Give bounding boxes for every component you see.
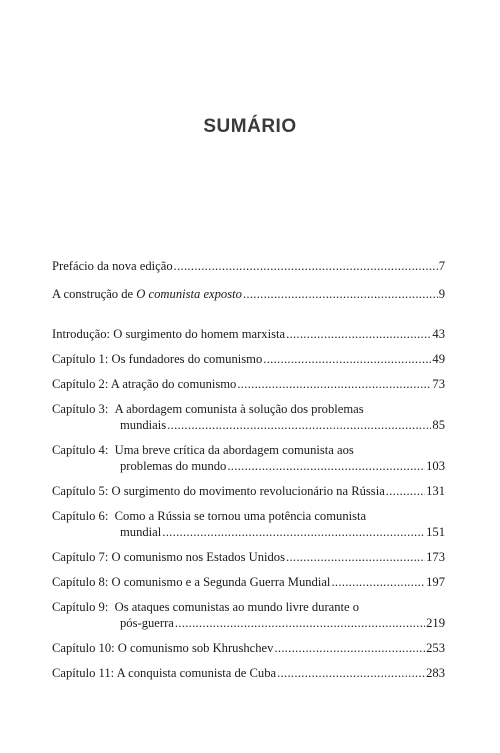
toc-entry-line2: [52, 615, 445, 631]
leader-dots: [263, 351, 431, 367]
toc-entry-label: [52, 483, 385, 499]
leader-dots: [243, 286, 438, 302]
toc-entry-chapter-1[interactable]: [52, 351, 445, 367]
chapter-title-continued: pós-guerra: [120, 616, 174, 630]
leader-dots: [286, 326, 431, 342]
page-title: SUMÁRIO: [203, 116, 297, 137]
chapter-title: Os ataques comunistas ao mundo livre durante o: [114, 600, 360, 614]
toc-entry-page: 103: [426, 459, 445, 473]
chapter-title: O comunismo e a Segunda Guerra Mundial: [111, 575, 331, 589]
toc-entry-chapter-6[interactable]: [52, 508, 445, 540]
leader-dots: [174, 258, 438, 274]
toc-entry-chapter-7[interactable]: [52, 549, 445, 565]
toc-entry-label: [52, 640, 273, 656]
chapter-title: O comunismo nos Estados Unidos: [111, 550, 285, 564]
toc-entry-chapter-8[interactable]: [52, 574, 445, 590]
chapter-title: A abordagem comunista à solução dos problemas: [114, 402, 364, 416]
toc-entry-line2: [52, 458, 445, 474]
toc-entry-page: 9: [438, 287, 445, 301]
chapter-title: O comunismo sob Khrushchev: [117, 641, 274, 655]
toc-entry-label: [52, 351, 262, 367]
toc-entry-chapter-10[interactable]: [52, 640, 445, 656]
leader-dots: [331, 574, 425, 590]
leader-dots: [167, 417, 431, 433]
chapter-prefix: Capítulo 4:: [52, 443, 109, 457]
toc-entry-line1: [52, 401, 445, 417]
chapter-title: A atração do comunismo: [110, 377, 237, 391]
toc-entry-introduction[interactable]: [52, 326, 445, 342]
chapter-prefix: Capítulo 11:: [52, 666, 115, 680]
chapter-prefix: Capítulo 8:: [52, 575, 109, 589]
toc-entry-chapter-11[interactable]: [52, 665, 445, 681]
toc-entry-page: 43: [432, 327, 445, 341]
toc-entry-chapter-5[interactable]: [52, 483, 445, 499]
toc-entry-chapter-2[interactable]: [52, 376, 445, 392]
leader-dots: [274, 640, 425, 656]
toc-entry-preface[interactable]: [52, 258, 445, 274]
leader-dots: [162, 524, 425, 540]
chapter-title: A conquista comunista de Cuba: [116, 666, 277, 680]
chapter-prefix: Capítulo 3:: [52, 402, 109, 416]
chapter-prefix: Capítulo 6:: [52, 509, 109, 523]
leader-dots: [277, 665, 425, 681]
chapter-title-continued: mundial: [120, 525, 162, 539]
chapter-prefix: Capítulo 5:: [52, 484, 109, 498]
toc-entry-chapter-4[interactable]: [52, 442, 445, 474]
toc-entry-page: 151: [426, 525, 445, 539]
toc-entry-label: [52, 574, 330, 590]
leader-dots: [386, 483, 425, 499]
toc-entry-page: 219: [426, 616, 445, 630]
table-of-contents: [52, 258, 445, 681]
leader-dots: [227, 458, 425, 474]
chapter-title: Uma breve crítica da abordagem comunista aos: [114, 443, 354, 457]
toc-entry-page: 85: [432, 418, 445, 432]
toc-entry-label: Introdução: O surgimento do homem marxista: [52, 327, 286, 341]
toc-entry-page: 253: [426, 641, 445, 655]
chapter-prefix: Capítulo 7:: [52, 550, 109, 564]
toc-entry-line1: [52, 508, 445, 524]
toc-entry-label: [52, 549, 285, 565]
toc-entry-label: Prefácio da nova edição: [52, 259, 173, 273]
book-title-italic: O comunista exposto: [136, 287, 242, 301]
leader-dots: [175, 615, 425, 631]
chapter-prefix: Capítulo 2:: [52, 377, 109, 391]
leader-dots: [237, 376, 431, 392]
toc-entry-page: 197: [426, 575, 445, 589]
toc-entry-line1: [52, 599, 445, 615]
toc-entry-page: 173: [426, 550, 445, 564]
toc-entry-chapter-9[interactable]: [52, 599, 445, 631]
toc-entry-line1: [52, 442, 445, 458]
toc-entry-label: [52, 376, 236, 392]
leader-dots: [286, 549, 425, 565]
toc-label-text: A construção de: [52, 287, 137, 301]
chapter-title: Como a Rússia se tornou uma potência comunista: [114, 509, 367, 523]
chapter-title-continued: mundiais: [120, 418, 167, 432]
chapter-list: [52, 351, 445, 681]
toc-entry-page: 283: [426, 666, 445, 680]
toc-entry-line2: [52, 524, 445, 540]
toc-entry-page: 7: [438, 259, 445, 273]
toc-entry-chapter-3[interactable]: [52, 401, 445, 433]
toc-entry-page: 131: [426, 484, 445, 498]
chapter-title-continued: problemas do mundo: [120, 459, 227, 473]
toc-entry-page: 49: [432, 352, 445, 366]
toc-entry-line2: [52, 417, 445, 433]
toc-entry-label: [52, 286, 242, 302]
chapter-title: O surgimento do movimento revolucionário na Rússia: [111, 484, 385, 498]
toc-entry-construction[interactable]: [52, 286, 445, 302]
toc-entry-label: [52, 665, 276, 681]
chapter-prefix: Capítulo 9:: [52, 600, 109, 614]
chapter-prefix: Capítulo 1:: [52, 352, 109, 366]
toc-entry-page: 73: [432, 377, 445, 391]
chapter-prefix: Capítulo 10:: [52, 641, 115, 655]
chapter-title: Os fundadores do comunismo: [111, 352, 263, 366]
